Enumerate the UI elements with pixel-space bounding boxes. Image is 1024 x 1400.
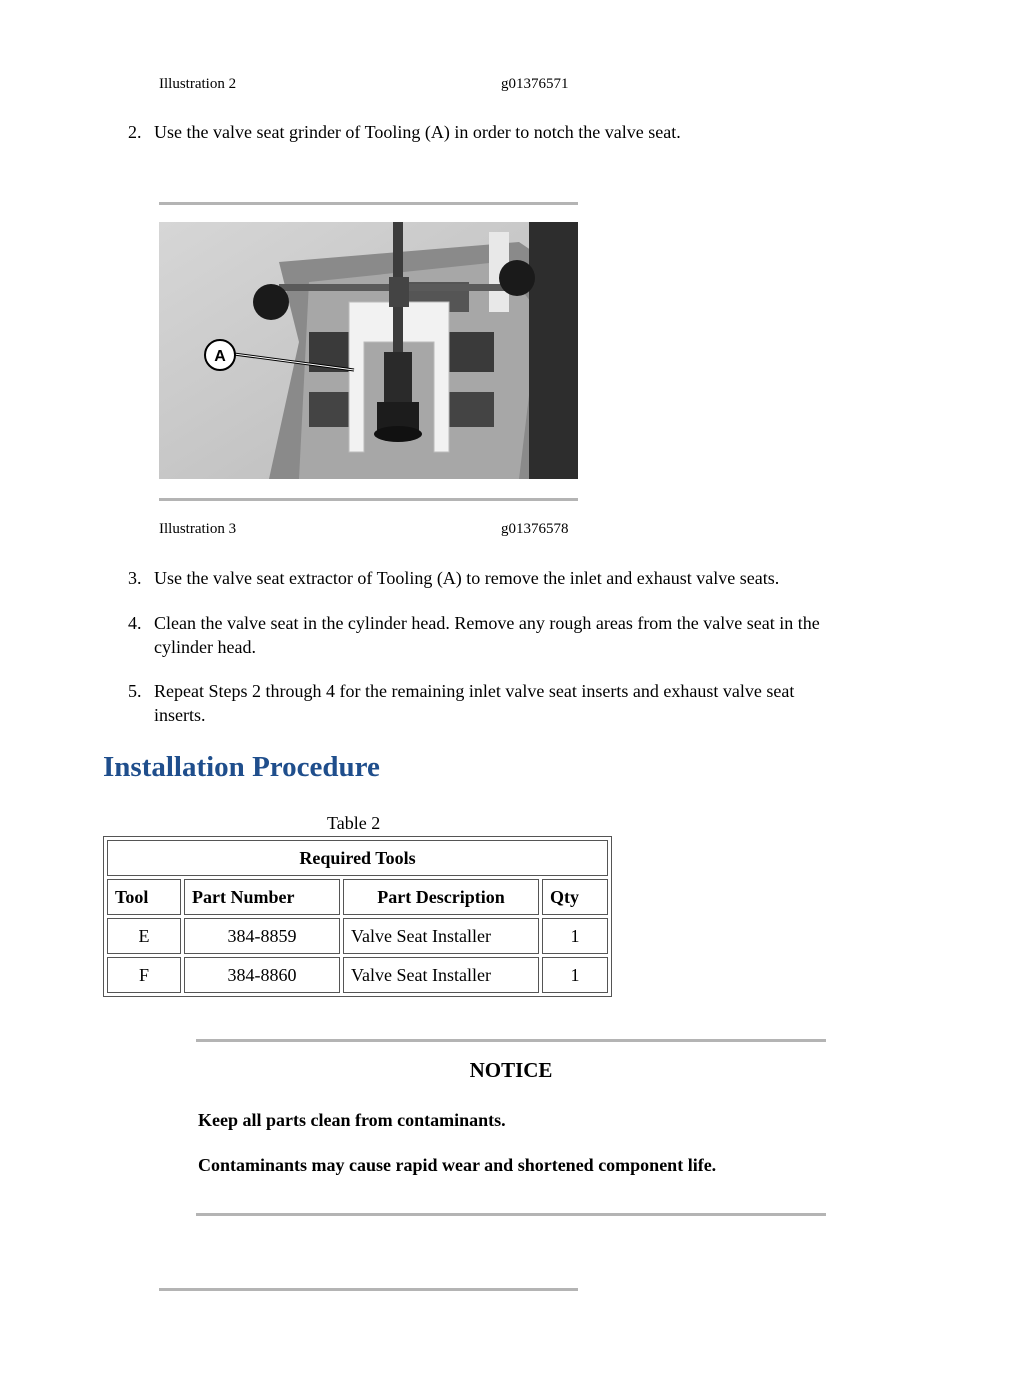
illustration-2-code: g01376571 — [501, 76, 569, 92]
step-text: Use the valve seat grinder of Tooling (A) in order to notch the valve seat. — [154, 122, 681, 142]
divider — [159, 202, 578, 205]
step-number: 5. — [128, 681, 142, 701]
table-cell: 384-8860 — [184, 957, 340, 993]
notice-title: NOTICE — [469, 1058, 553, 1082]
step-number: 3. — [128, 568, 142, 588]
column-header: Part Description — [343, 879, 539, 915]
table-cell: 1 — [542, 918, 608, 954]
step-text: Use the valve seat extractor of Tooling (A) to remove the inlet and exhaust valve seats. — [154, 568, 780, 588]
table-cell: F — [107, 957, 181, 993]
table-cell: Valve Seat Installer — [343, 918, 539, 954]
step-text-line-2: cylinder head. — [154, 637, 256, 657]
table-title: Required Tools — [107, 840, 608, 876]
step-text-line-1: Clean the valve seat in the cylinder head. Remove any rough areas from the valve seat in the — [154, 613, 820, 633]
table-cell: 384-8859 — [184, 918, 340, 954]
table-cell: 1 — [542, 957, 608, 993]
step-number: 2. — [128, 122, 142, 142]
notice-text: Contaminants may cause rapid wear and shortened component life. — [198, 1155, 717, 1175]
table-caption: Table 2 — [327, 813, 381, 833]
divider — [159, 498, 578, 501]
illustration-2-label: Illustration 2 — [159, 76, 237, 92]
table-cell: E — [107, 918, 181, 954]
valve-seat-grinder-photo — [159, 222, 578, 479]
column-header: Qty — [542, 879, 608, 915]
illustration-3-code: g01376578 — [501, 521, 569, 537]
notice-text: Keep all parts clean from contaminants. — [198, 1110, 506, 1130]
required-tools-table — [103, 836, 612, 997]
step-number: 4. — [128, 613, 142, 633]
callout-a-label: A — [214, 348, 226, 365]
divider — [159, 1288, 578, 1291]
table-cell: Valve Seat Installer — [343, 957, 539, 993]
table-row — [107, 918, 608, 954]
step-text-line-2: inserts. — [154, 705, 206, 725]
section-title: Installation Procedure — [103, 751, 380, 783]
step-text-line-1: Repeat Steps 2 through 4 for the remaining inlet valve seat inserts and exhaust valve seat — [154, 681, 795, 701]
column-header: Tool — [107, 879, 181, 915]
illustration-3-label: Illustration 3 — [159, 521, 237, 537]
notice-top-divider — [196, 1039, 826, 1042]
table-row — [107, 957, 608, 993]
notice-bottom-divider — [196, 1213, 826, 1216]
table-header-row — [107, 879, 608, 915]
column-header: Part Number — [184, 879, 340, 915]
